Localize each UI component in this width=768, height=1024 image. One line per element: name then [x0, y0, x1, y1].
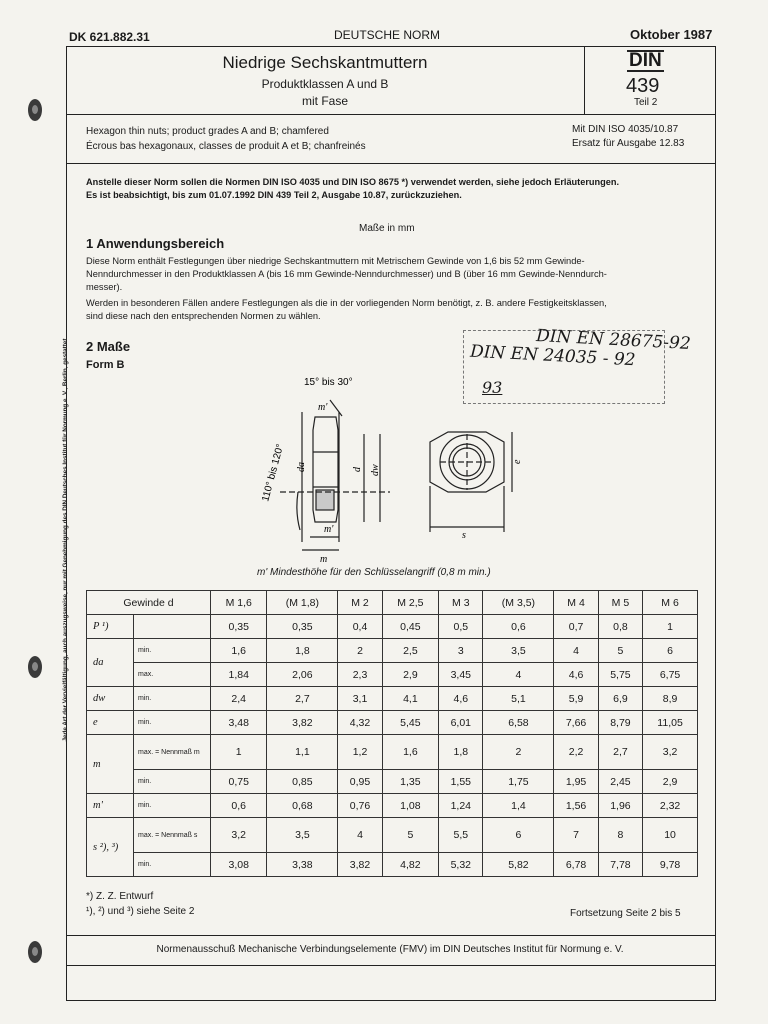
table-cell: 2,9 [382, 663, 438, 687]
dw-label: dw [370, 464, 381, 476]
table-cell: 10 [643, 818, 698, 853]
dk-number: DK 621.882.31 [69, 30, 150, 44]
table-cell: 2,7 [267, 687, 338, 711]
section-1-heading: 1 Anwendungsbereich [86, 236, 225, 251]
section-1-text: Diese Norm enthält Festlegungen über niedrige Sechskantmuttern mit Metrischem Gewinde von 1,6 bis 52 mm Gewinde- [86, 256, 585, 266]
table-cell: 1,8 [439, 735, 483, 770]
table-cell: 1 [211, 735, 267, 770]
table-cell: 8 [598, 818, 642, 853]
row-label: dw [87, 687, 134, 711]
dimensions-table [86, 590, 698, 877]
table-header-row [87, 591, 698, 615]
row-sublabel [134, 615, 211, 639]
table-cell: 1,8 [267, 639, 338, 663]
table-header-cell: Gewinde d [87, 591, 211, 615]
table-cell: 3,82 [267, 711, 338, 735]
section-1-text: sind diese nach den entsprechenden Normen zu wählen. [86, 311, 321, 321]
table-cell: 4 [338, 818, 382, 853]
footnote: *) Z. Z. Entwurf [86, 891, 154, 902]
table-row [87, 687, 698, 711]
table-cell: 2,06 [267, 663, 338, 687]
table-cell: 0,35 [267, 615, 338, 639]
footnote: ¹), ²) und ³) siehe Seite 2 [86, 906, 195, 917]
table-cell: 2,5 [382, 639, 438, 663]
table-cell: 0,68 [267, 794, 338, 818]
table-cell: 3,2 [211, 818, 267, 853]
table-cell: 2,3 [338, 663, 382, 687]
table-cell: 11,05 [643, 711, 698, 735]
table-header-cell: (M 1,8) [267, 591, 338, 615]
table-cell: 4,6 [554, 663, 598, 687]
section-1-text: Werden in besonderen Fällen andere Festlegungen als die in der vorliegenden Norm benötigt, z. B. andere Festigkeitsklassen, [86, 298, 607, 308]
replaces-edition: Ersatz für Ausgabe 12.83 [572, 138, 685, 149]
continuation-note: Fortsetzung Seite 2 bis 5 [570, 908, 681, 919]
handwritten-note: 93 [482, 378, 503, 397]
table-cell: 1,95 [554, 770, 598, 794]
table-cell: 7 [554, 818, 598, 853]
table-cell: 2,32 [643, 794, 698, 818]
table-cell: 8,9 [643, 687, 698, 711]
table-cell: 0,8 [598, 615, 642, 639]
table-cell: 1 [643, 615, 698, 639]
table-header-cell: M 3 [439, 591, 483, 615]
notice-line-2: Es ist beabsichtigt, bis zum 01.07.1992 DIN 439 Teil 2, Ausgabe 10.87, zurückzuziehen. [86, 190, 462, 200]
drawing-caption: m' Mindesthöhe für den Schlüsselangriff (0,8 m min.) [257, 567, 491, 578]
row-sublabel: min. [134, 794, 211, 818]
table-cell: 0,95 [338, 770, 382, 794]
table-header-cell: M 6 [643, 591, 698, 615]
table-cell: 1,56 [554, 794, 598, 818]
table-row [87, 663, 698, 687]
table-row [87, 735, 698, 770]
table-cell: 3,38 [267, 853, 338, 877]
table-cell: 1,6 [211, 639, 267, 663]
table-cell: 0,76 [338, 794, 382, 818]
table-cell: 5,1 [483, 687, 554, 711]
table-header-cell: (M 3,5) [483, 591, 554, 615]
table-cell: 2,7 [598, 735, 642, 770]
table-cell: 1,84 [211, 663, 267, 687]
table-cell: 2 [483, 735, 554, 770]
row-sublabel: max. = Nennmaß s [134, 818, 211, 853]
norm-label: DEUTSCHE NORM [334, 28, 441, 42]
table-cell: 4,1 [382, 687, 438, 711]
row-label: m' [87, 794, 134, 818]
din-part: Teil 2 [634, 97, 658, 108]
table-cell: 6,9 [598, 687, 642, 711]
table-cell: 1,35 [382, 770, 438, 794]
row-label: s ²), ³) [87, 818, 134, 877]
table-cell: 7,78 [598, 853, 642, 877]
row-sublabel: min. [134, 770, 211, 794]
e-label: e [512, 459, 523, 464]
issue-date: Oktober 1987 [630, 27, 713, 42]
table-cell: 5,75 [598, 663, 642, 687]
section-1-text: messer). [86, 282, 123, 292]
table-cell: 4 [483, 663, 554, 687]
table-cell: 9,78 [643, 853, 698, 877]
din-number: 439 [626, 75, 660, 97]
table-cell: 6,58 [483, 711, 554, 735]
table-cell: 0,45 [382, 615, 438, 639]
table-cell: 2,4 [211, 687, 267, 711]
row-sublabel: min. [134, 853, 211, 877]
row-sublabel: max. [134, 663, 211, 687]
table-cell: 6 [483, 818, 554, 853]
angle-label: 15° bis 30° [304, 377, 353, 388]
table-cell: 2,9 [643, 770, 698, 794]
table-cell: 0,6 [483, 615, 554, 639]
section-1-text: Nenndurchmesser in den Produktklassen A (bis 16 mm Gewinde-Nenndurchmesser) und B (über 16 mm Gewinde-Nenndurch- [86, 269, 607, 279]
units-note: Maße in mm [359, 223, 415, 234]
table-cell: 5,45 [382, 711, 438, 735]
table-cell: 6,75 [643, 663, 698, 687]
table-cell: 6,01 [439, 711, 483, 735]
table-header-cell: M 5 [598, 591, 642, 615]
table-cell: 3,45 [439, 663, 483, 687]
table-cell: 5,32 [439, 853, 483, 877]
reference-iso: Mit DIN ISO 4035/10.87 [572, 124, 679, 135]
table-cell: 1,75 [483, 770, 554, 794]
table-row [87, 794, 698, 818]
table-cell: 1,08 [382, 794, 438, 818]
table-cell: 1,1 [267, 735, 338, 770]
table-cell: 0,6 [211, 794, 267, 818]
table-cell: 6,78 [554, 853, 598, 877]
row-label: da [87, 639, 134, 687]
table-row [87, 639, 698, 663]
row-label: m [87, 735, 134, 794]
footer-committee: Normenausschuß Mechanische Verbindungselemente (FMV) im DIN Deutsches Institut für Normung e. V. [156, 944, 624, 955]
table-cell: 4,32 [338, 711, 382, 735]
table-row [87, 853, 698, 877]
table-row [87, 615, 698, 639]
table-cell: 5 [598, 639, 642, 663]
table-cell: 7,66 [554, 711, 598, 735]
table-header-cell: M 2 [338, 591, 382, 615]
row-sublabel: min. [134, 687, 211, 711]
table-cell: 3,82 [338, 853, 382, 877]
table-cell: 5,5 [439, 818, 483, 853]
table-header-cell: M 1,6 [211, 591, 267, 615]
handwritten-note: DIN EN 28675-92 [535, 325, 692, 355]
table-cell: 5 [382, 818, 438, 853]
table-cell: 3,48 [211, 711, 267, 735]
doc-subtitle: Produktklassen A und B [261, 77, 389, 91]
handwritten-note: DIN EN 24035 - 92 [469, 341, 636, 371]
row-label: P ¹) [87, 615, 134, 639]
top-view [430, 432, 512, 532]
binder-hole [28, 656, 42, 678]
row-sublabel: max. = Nennmaß m [134, 735, 211, 770]
section-2-heading: 2 Maße [86, 339, 131, 354]
table-cell: 1,55 [439, 770, 483, 794]
table-cell: 4 [554, 639, 598, 663]
m-prime-label: m' [318, 402, 328, 413]
table-cell: 0,85 [267, 770, 338, 794]
english-title: Hexagon thin nuts; product grades A and B; chamfered [86, 126, 329, 137]
row-label: e [87, 711, 134, 735]
doc-subtitle-2: mit Fase [301, 94, 348, 108]
m-prime-label-bottom: m' [324, 524, 334, 535]
table-cell: 3 [439, 639, 483, 663]
table-cell: 0,4 [338, 615, 382, 639]
m-label: m [320, 554, 328, 565]
s-label: s [462, 530, 466, 541]
table-cell: 2 [338, 639, 382, 663]
table-cell: 3,5 [267, 818, 338, 853]
notice-line-1: Anstelle dieser Norm sollen die Normen DIN ISO 4035 und DIN ISO 8675 *) verwendet werden, siehe jedoch Erläuterungen. [86, 177, 620, 187]
table-header-cell: M 4 [554, 591, 598, 615]
din-logo: DIN [629, 50, 662, 71]
table-cell: 2,2 [554, 735, 598, 770]
table-cell: 5,82 [483, 853, 554, 877]
table-cell: 5,9 [554, 687, 598, 711]
d-label: d [352, 467, 363, 472]
binder-hole [28, 941, 42, 963]
table-cell: 6 [643, 639, 698, 663]
table-cell: 1,96 [598, 794, 642, 818]
french-title: Écrous bas hexagonaux, classes de produit A et B; chanfreinés [86, 141, 366, 152]
table-cell: 1,2 [338, 735, 382, 770]
table-cell: 2,45 [598, 770, 642, 794]
doc-title: Niedrige Sechskantmuttern [222, 53, 428, 72]
table-cell: 3,5 [483, 639, 554, 663]
table-cell: 0,7 [554, 615, 598, 639]
row-sublabel: min. [134, 639, 211, 663]
table-cell: 3,1 [338, 687, 382, 711]
table-cell: 0,75 [211, 770, 267, 794]
form-label: Form B [86, 359, 125, 371]
row-sublabel: min. [134, 711, 211, 735]
table-cell: 1,4 [483, 794, 554, 818]
table-cell: 1,24 [439, 794, 483, 818]
table-header-cell: M 2,5 [382, 591, 438, 615]
da-label: da [296, 462, 307, 472]
table-cell: 3,08 [211, 853, 267, 877]
table-cell: 4,6 [439, 687, 483, 711]
table-cell: 3,2 [643, 735, 698, 770]
table-row [87, 818, 698, 853]
binder-hole [28, 99, 42, 121]
table-body [87, 615, 698, 877]
table-cell: 4,82 [382, 853, 438, 877]
table-row [87, 711, 698, 735]
table-cell: 8,79 [598, 711, 642, 735]
table-cell: 0,5 [439, 615, 483, 639]
table-row [87, 770, 698, 794]
table-cell: 1,6 [382, 735, 438, 770]
nut-drawing [240, 372, 540, 572]
table-cell: 0,35 [211, 615, 267, 639]
copyright-sidebar: Jede Art der Vervielfältigung, auch auszugsweise, nur mit Genehmigung des DIN Deutsches Institut für Normung e. V., Berlin, gestattet [62, 338, 69, 742]
angle-label-2: 110° bis 120° [260, 442, 287, 503]
